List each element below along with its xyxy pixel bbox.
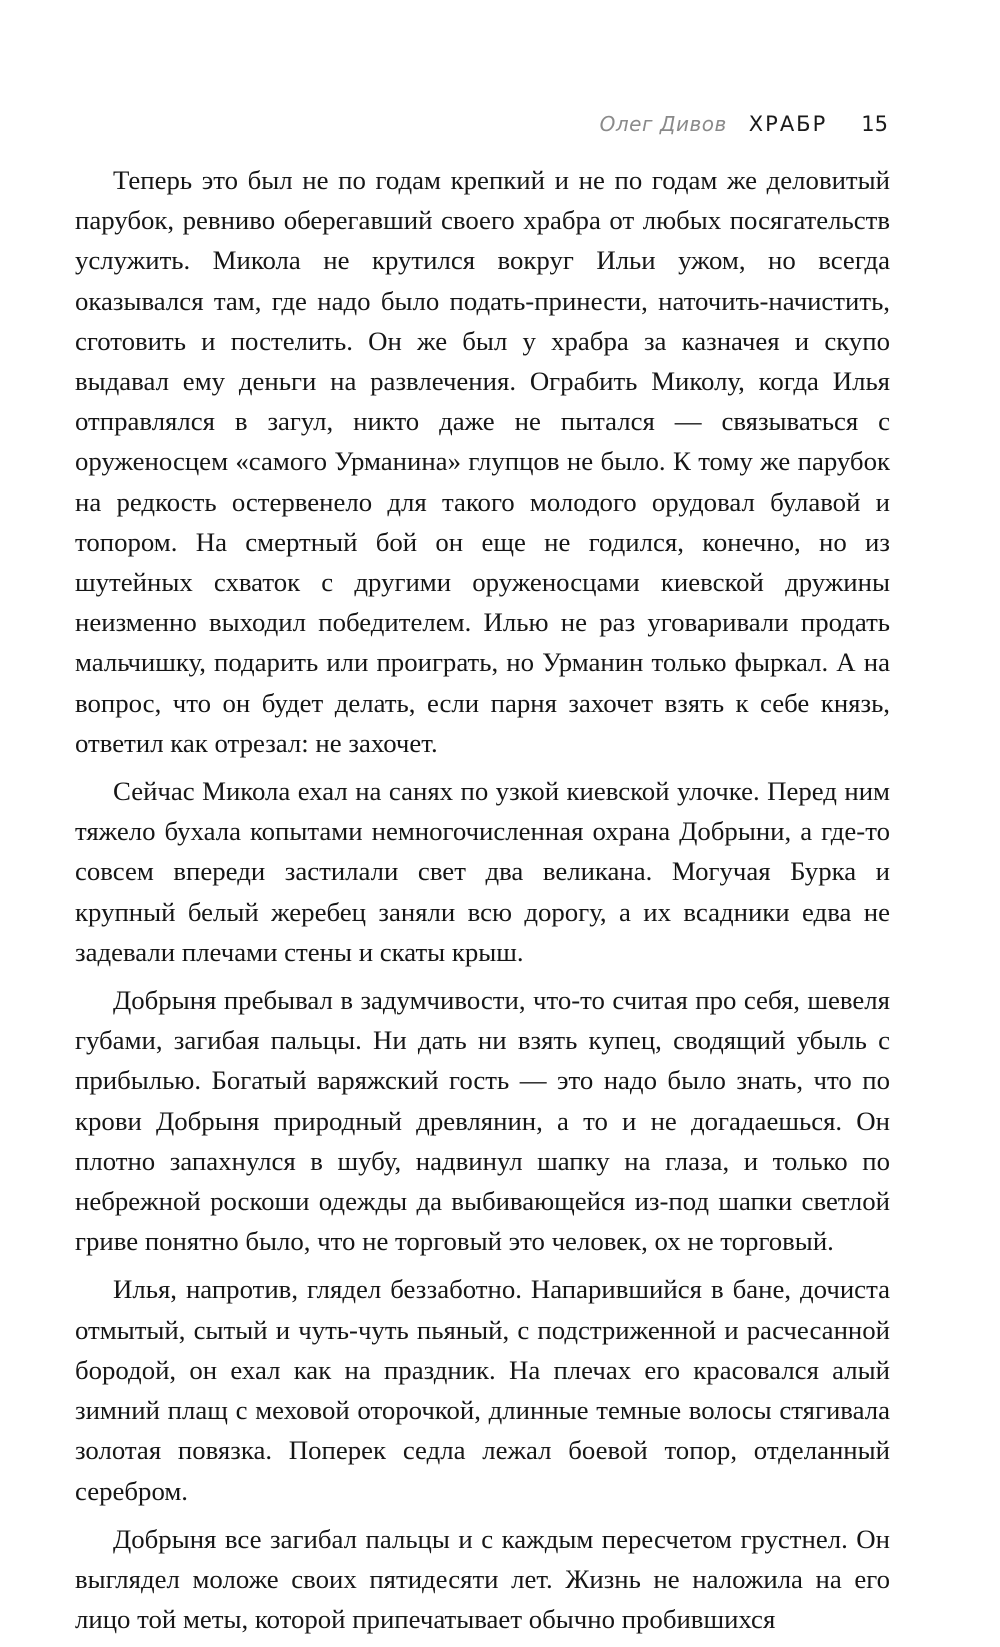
body-text <box>75 160 890 1647</box>
paragraph-2: Сейчас Микола ехал на санях по узкой киевской улочке. Перед ним тяжело бухала копытами немногочисленная охрана Добрыни, а где-то совсем впереди застилали свет два великана. Могучая Бурка и крупный белый жеребец заняли всю дорогу, а их всадники едва не задевали плечами стены и скаты крыш. <box>75 776 890 967</box>
running-head <box>600 112 888 136</box>
running-head-author: Олег Дивов <box>599 112 727 136</box>
paragraph-3: Добрыня пребывал в задумчивости, что-то считая про себя, шевеля губами, загибая пальцы. Ни дать ни взять купец, сводящий убыль с прибылью. Богатый варяжский гость — это надо было знать, что по крови Добрыня природный древлянин, а то и не догадаешься. Он плотно запахнулся в шубу, надвинул шапку на глаза, и только по небрежной роскоши одежды да выбивающейся из-под шапки светлой гриве понятно было, что не торговый это человек, ох не торговый. <box>75 985 890 1257</box>
paragraph-5: Добрыня все загибал пальцы и с каждым пересчетом грустнел. Он выглядел моложе своих пятидесяти лет. Жизнь не наложила на его лицо той меты, которой припечатывает обычно пробившихся <box>75 1523 890 1635</box>
running-head-title: ХРАБР <box>748 112 828 136</box>
page-number: 15 <box>861 112 888 136</box>
paragraph-4: Илья, напротив, глядел беззаботно. Напарившийся в бане, дочиста отмытый, сытый и чуть-чуть пьяный, с подстриженной и расчесанной бородой, он ехал как на праздник. На плечах его красовался алый зимний плащ с меховой оторочкой, длинные темные волосы стягивала золотая повязка. Поперек седла лежал боевой топор, отделанный серебром. <box>75 1274 890 1506</box>
paragraph-1: Теперь это был не по годам крепкий и не по годам же деловитый парубок, ревниво оберегавший своего храбра от любых посягательств услужить. Микола не крутился вокруг Ильи ужом, но всегда оказывался там, где надо было подать-принести, наточить-начистить, сготовить и постелить. Он же был у храбра за казначея и скупо выдавал ему деньги на развлечения. Ограбить Миколу, когда Илья отправлялся в загул, никто даже не пытался — связываться с оруженосцем «самого Урманина» глупцов не было. К тому же парубок на редкость остервенело для такого молодого орудовал булавой и топором. На смертный бой он еще не годился, конечно, но из шутейных схваток с другими оруженосцами киевской дружины неизменно выходил победителем. Илью не раз уговаривали продать мальчишку, подарить или проиграть, но Урманин только фыркал. А на вопрос, что он будет делать, если парня захочет взять к себе князь, ответил как отрезал: не захочет. <box>75 165 890 758</box>
